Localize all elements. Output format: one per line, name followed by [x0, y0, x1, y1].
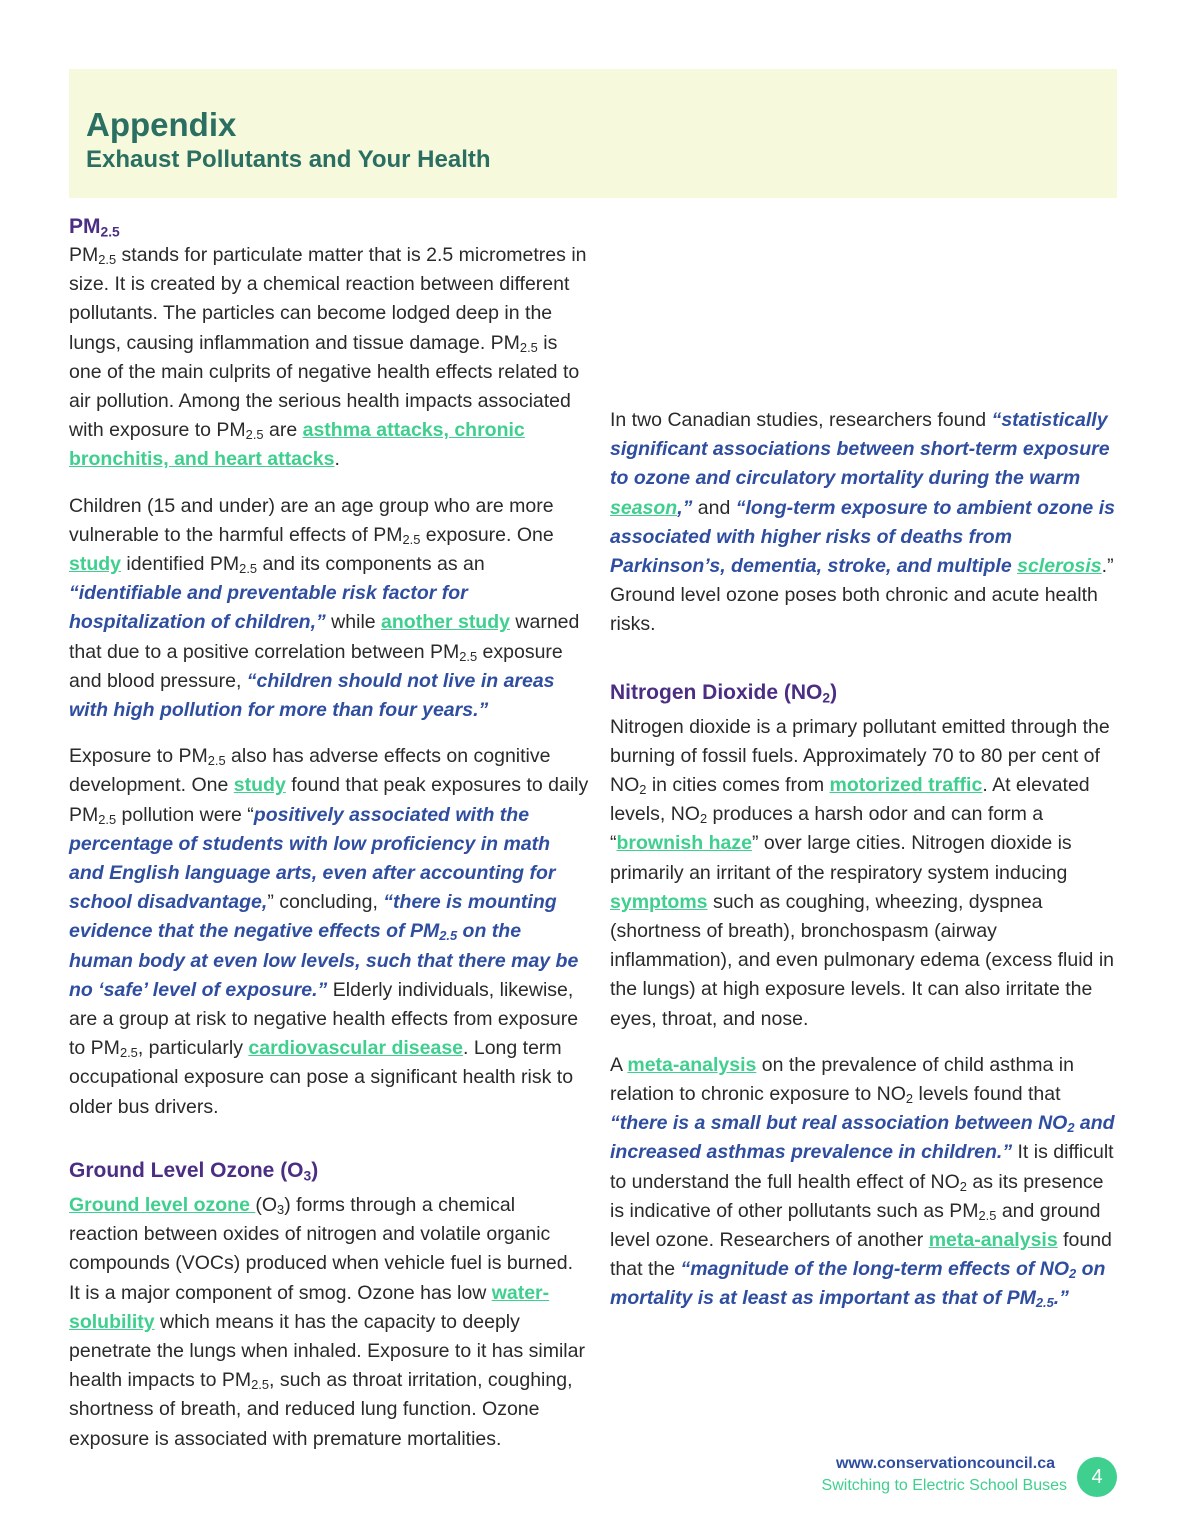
link-symptoms[interactable]: symptoms [610, 890, 708, 913]
section-heading-no2: Nitrogen Dioxide $(NO_2)$ [610, 680, 838, 706]
footer-url-link[interactable]: www.conservationcouncil.ca [835, 1455, 1055, 1472]
paragraph-pm25-cognitive: Exposure to $PM_{2.5}$ also has adverse effects on cognitive development. One study found that peak exposures to daily $PM_{2.5}$ pollution were “positively associated with the percentage of students with low proficiency in math and English language arts, even after accounting for school disadvantage,” concluding, “there is mounting evidence that the negative effects of $PM_{2.5}$ on the human body at even low levels, such that there may be no ‘safe’ level of exposure.” Elderly individuals, likewise, are a group at risk to negative health effects from exposure to $PM_{2.5}$, particularly cardiovascular disease. Long term occupational exposure can pose a significant health risk to older bus drivers. [69, 745, 589, 1118]
paragraph-ozone-studies: In two Canadian studies, researchers found “statistically significant associations between short-term exposure to ozone and circulatory mortality during the warm season,” and “long-term exposure to ambient ozone is associated with higher risks of deaths from Parkinson’s, dementia, stroke, and multiple sclerosis.” Ground level ozone poses both chronic and acute health risks. [610, 409, 1115, 636]
paragraph-no2-intro: Nitrogen dioxide is a primary pollutant emitted through the burning of fossil fuels. Approximately 70 to 80 per cent of $NO_2$ in cities comes from motorized traffic. At elevated levels, $NO_2$ produces a harsh odor and can form a “brownish haze” over large cities. Nitrogen dioxide is primarily an irritant of the respiratory system inducing symptoms such as coughing, wheezing, dyspnea (shortness of breath), bronchospasm (airway inflammation), and even pulmonary edema (excess fluid in the lungs) at high exposure levels. It can also irritate the eyes, throat, and nose. [610, 715, 1115, 1030]
section-heading-pm25: $PM_{2.5}$ [69, 215, 120, 240]
link-sclerosis[interactable]: sclerosis [1017, 555, 1102, 578]
link-brownish-haze[interactable]: brownish haze [616, 832, 752, 855]
link-meta-analysis-2[interactable]: meta-analysis [928, 1229, 1058, 1252]
paragraph-pm25-intro: $PM_{2.5}$ stands for particulate matter that is 2.5 micrometres in size. It is created by a chemical reaction between different pollutants. The particles can become lodged deep in the lungs, causing inflammation and tissue damage. $PM_{2.5}$ is one of the main culprits of negative health effects related to air pollution. Among the serious health impacts associated with exposure to $PM_{2.5}$ are asthma attacks, chronic bronchitis, and heart attacks. [69, 244, 587, 471]
page-subtitle: Exhaust Pollutants and Your Health [86, 146, 491, 173]
page-number-badge: 4 [1077, 1457, 1117, 1497]
link-study[interactable]: study [69, 553, 122, 576]
footer [822, 1453, 1117, 1497]
paragraph-pm25-children: Children (15 and under) are an age group who are more vulnerable to the harmful effects of $PM_{2.5}$ exposure. One study identified $PM_{2.5}$ and its components as an “identifiable and preventable risk factor for hospitalization of children,” while another study warned that due to a positive correlation between $PM_{2.5}$ exposure and blood pressure, “children should not live in areas with high pollution for more than four years.” [69, 494, 580, 722]
link-asthma-attacks[interactable]: asthma attacks, chronic bronchitis, and heart attacks [69, 419, 525, 471]
paragraph-no2-meta-analysis: A meta-analysis on the prevalence of child asthma in relation to chronic exposure to $NO_2$ levels found that “there is a small but real association between $NO_2$ and increased asthmas prevalence in children.” It is difficult to understand the full health effect of $NO_2$ as its presence is indicative of other pollutants such as $PM_{2.5}$ and ground level ozone. Researchers of another meta-analysis found that the “magnitude of the long-term effects of $NO_2$ on mortality is at least as important as that of $PM_{2.5}$.” [610, 1053, 1115, 1311]
link-cardiovascular-disease[interactable]: cardiovascular disease [248, 1037, 464, 1060]
section-heading-ozone: Ground Level Ozone $(O_3)$ [69, 1158, 319, 1184]
link-water-solubility[interactable]: water-solubility [69, 1281, 550, 1333]
link-study-cognitive[interactable]: study [233, 774, 286, 797]
footer-subtitle: Switching to Electric School Buses [821, 1477, 1067, 1494]
link-meta-analysis[interactable]: meta-analysis [627, 1053, 757, 1076]
link-motorized-traffic[interactable]: motorized traffic [829, 774, 983, 797]
link-ground-level-ozone[interactable]: Ground level ozone [69, 1193, 256, 1216]
link-season[interactable]: season [610, 496, 678, 519]
header-banner [69, 69, 1117, 198]
right-column [610, 212, 1122, 1331]
paragraph-ozone-intro: Ground level ozone $(O_3)$ forms through a chemical reaction between oxides of nitrogen and volatile organic compounds (VOCs) produced when vehicle fuel is burned. It is a major component of smog. Ozone has low water-solubility which means it has the capacity to deeply penetrate the lungs when inhaled. Exposure to it has similar health impacts to $PM_{2.5}$, such as throat irritation, coughing, shortness of breath, and reduced lung function. Ozone exposure is associated with premature mortalities. [69, 1193, 585, 1450]
page-title: Appendix [86, 106, 237, 143]
left-column [69, 212, 589, 1471]
link-another-study[interactable]: another study [381, 611, 510, 634]
